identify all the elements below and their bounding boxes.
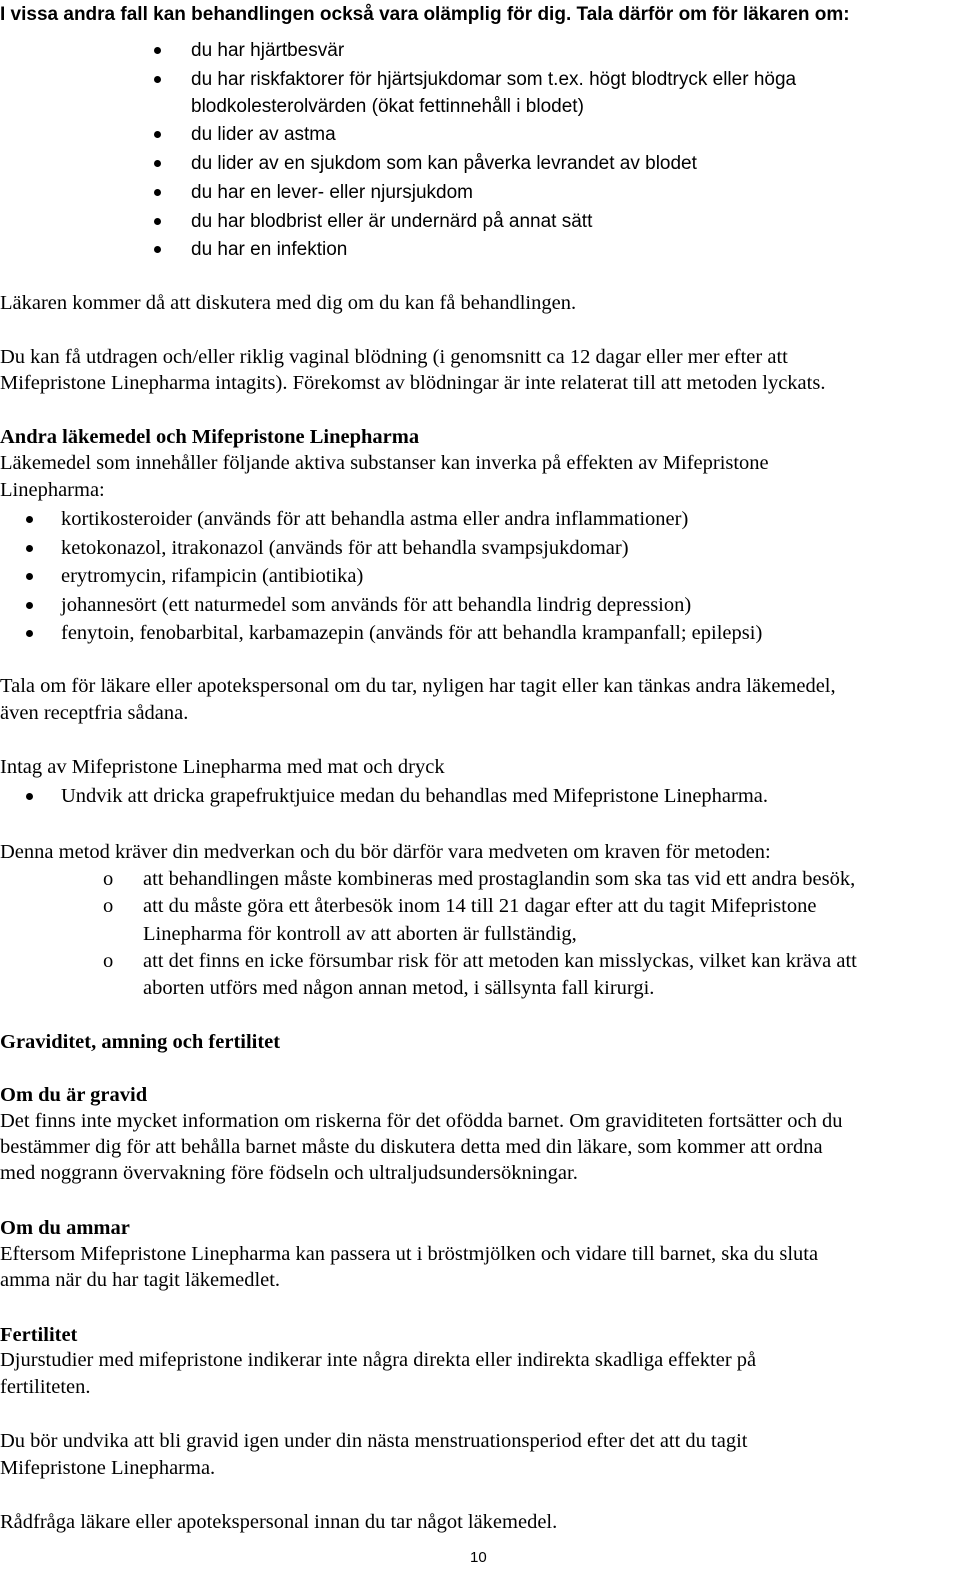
paragraph-method-intro: Denna metod kräver din medverkan och du bör därför vara medveten om kraven för metoden: [0, 841, 771, 863]
list-item-continuation: aborten utförs med någon annan metod, i sällsynta fall kirurgi. [143, 977, 655, 999]
paragraph-line: bestämmer dig för att behålla barnet måste du diskutera detta med din läkare, som kommer att ordna [0, 1136, 823, 1158]
section-heading-other-meds: Andra läkemedel och Mifepristone Linepharma [0, 426, 420, 448]
list-item: kortikosteroider (används för att behandla astma eller andra inflammationer) [61, 508, 689, 530]
intro-heading: I vissa andra fall kan behandlingen också vara olämplig för dig. Tala därför om för läkaren om: [0, 4, 850, 25]
bullet-icon [26, 602, 33, 609]
list-item: du lider av en sjukdom som kan påverka levrandet av blodet [191, 153, 697, 174]
list-item: fenytoin, fenobarbital, karbamazepin (används för att behandla krampanfall; epilepsi) [61, 622, 763, 644]
bullet-icon [26, 516, 33, 523]
paragraph-line: Linepharma: [0, 479, 105, 501]
paragraph-line: även receptfria sådana. [0, 702, 189, 724]
bullet-icon [26, 573, 33, 580]
list-item-continuation: Linepharma för kontroll av att aborten är fullständig, [143, 923, 577, 945]
paragraph-line: Läkemedel som innehåller följande aktiva substanser kan inverka på effekten av Mifepristone [0, 452, 769, 474]
list-item: att det finns en icke försumbar risk för att metoden kan misslyckas, vilket kan kräva att [143, 950, 857, 972]
list-item: du har riskfaktorer för hjärtsjukdomar som t.ex. högt blodtryck eller höga [191, 69, 797, 90]
paragraph-discuss: Läkaren kommer då att diskutera med dig om du kan få behandlingen. [0, 292, 577, 314]
list-item: du har hjärtbesvär [191, 40, 345, 61]
page-number: 10 [470, 1549, 487, 1566]
list-item: erytromycin, rifampicin (antibiotika) [61, 565, 364, 587]
paragraph-line: med noggrann övervakning före födseln och ultraljudsundersökningar. [0, 1162, 578, 1184]
bullet-icon [154, 76, 161, 83]
bullet-icon [154, 47, 161, 54]
list-item: att du måste göra ett återbesök inom 14 till 21 dagar efter att du tagit Mifepristone [143, 895, 817, 917]
paragraph-line: Eftersom Mifepristone Linepharma kan passera ut i bröstmjölken och vidare till barnet, ska du sluta [0, 1243, 819, 1265]
bullet-icon [154, 246, 161, 253]
list-item: att behandlingen måste kombineras med prostaglandin som ska tas vid ett andra besök, [143, 868, 856, 890]
section-heading-pregnancy: Graviditet, amning och fertilitet [0, 1031, 281, 1053]
paragraph-line: Du bör undvika att bli gravid igen under din nästa menstruationsperiod efter det att du tagit [0, 1430, 748, 1452]
subheading-fertility: Fertilitet [0, 1324, 78, 1346]
paragraph-bleeding-line: Mifepristone Linepharma intagits). Förekomst av blödningar är inte relaterat till att metoden lyckats. [0, 372, 826, 394]
list-marker: o [103, 868, 114, 890]
list-item: du har en lever- eller njursjukdom [191, 182, 473, 203]
paragraph-line: Mifepristone Linepharma. [0, 1457, 216, 1479]
paragraph-bleeding-line: Du kan få utdragen och/eller riklig vaginal blödning (i genomsnitt ca 12 dagar eller mer efter att [0, 346, 788, 368]
subheading-breastfeeding: Om du ammar [0, 1217, 130, 1239]
list-item: du lider av astma [191, 124, 336, 145]
list-marker: o [103, 950, 114, 972]
section-heading-food: Intag av Mifepristone Linepharma med mat och dryck [0, 756, 445, 778]
paragraph-line: Det finns inte mycket information om riskerna för det ofödda barnet. Om graviditeten fortsätter och du [0, 1110, 843, 1132]
list-item: du har blodbrist eller är undernärd på annat sätt [191, 211, 593, 232]
subheading-pregnant: Om du är gravid [0, 1084, 148, 1106]
bullet-icon [154, 218, 161, 225]
list-marker: o [103, 895, 114, 917]
paragraph-line: fertiliteten. [0, 1376, 91, 1398]
bullet-icon [26, 545, 33, 552]
paragraph-line: Djurstudier med mifepristone indikerar inte några direkta eller indirekta skadliga effekter på [0, 1349, 757, 1371]
list-item: ketokonazol, itrakonazol (används för att behandla svampsjukdomar) [61, 537, 629, 559]
paragraph-line: Tala om för läkare eller apotekspersonal om du tar, nyligen har tagit eller kan tänkas andra läkemedel, [0, 675, 836, 697]
bullet-icon [26, 793, 33, 800]
list-item: johannesört (ett naturmedel som används för att behandla lindrig depression) [61, 594, 692, 616]
list-item: du har en infektion [191, 239, 348, 260]
bullet-icon [26, 630, 33, 637]
bullet-icon [154, 189, 161, 196]
list-item: Undvik att dricka grapefruktjuice medan du behandlas med Mifepristone Linepharma. [61, 785, 769, 807]
paragraph-advice: Rådfråga läkare eller apotekspersonal innan du tar något läkemedel. [0, 1511, 558, 1533]
list-item-continuation: blodkolesterolvärden (ökat fettinnehåll i blodet) [191, 96, 584, 117]
paragraph-line: amma när du har tagit läkemedlet. [0, 1269, 281, 1291]
bullet-icon [154, 160, 161, 167]
bullet-icon [154, 131, 161, 138]
